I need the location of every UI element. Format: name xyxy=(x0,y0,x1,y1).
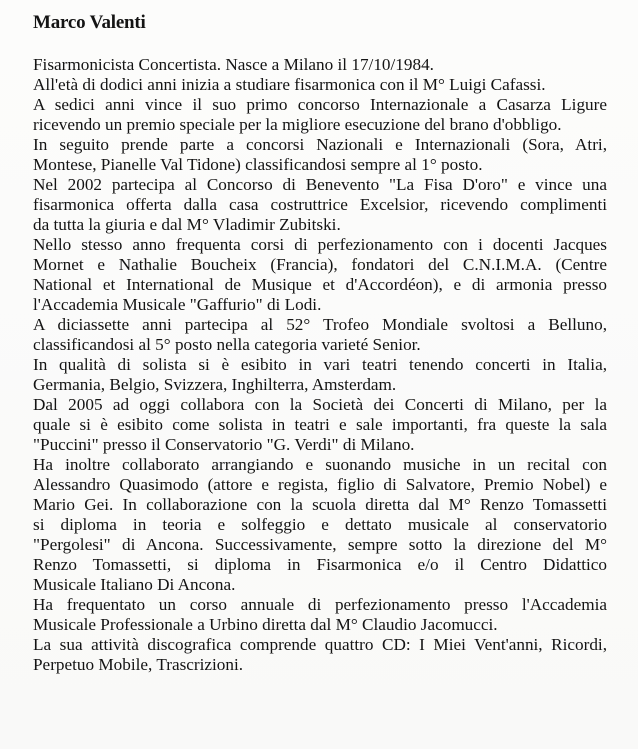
text-line: Musicale Professionale a Urbino diretta dal M° Claudio Jacomucci. xyxy=(33,615,498,634)
text-line: A diciassette anni partecipa al 52° Trofeo Mondiale svoltosi a Belluno, xyxy=(33,315,607,334)
paragraph xyxy=(33,395,607,455)
text-line: "Puccini" presso il Conservatorio "G. Verdi" di Milano. xyxy=(33,435,415,454)
text-line: All'età di dodici anni inizia a studiare fisarmonica con il M° Luigi Cafassi. xyxy=(33,75,546,94)
paragraph xyxy=(33,235,607,315)
text-line: classificandosi al 5° posto nella categoria varieté Senior. xyxy=(33,335,421,354)
text-line: Ha inoltre collaborato arrangiando e suonando musiche in un recital con xyxy=(33,455,607,474)
paragraph xyxy=(33,95,607,135)
text-line: Musicale Italiano Di Ancona. xyxy=(33,575,236,594)
text-line: Ha frequentato un corso annuale di perfezionamento presso l'Accademia xyxy=(33,595,607,614)
text-line: Mario Gei. In collaborazione con la scuola diretta dal M° Renzo Tomassetti xyxy=(33,495,607,514)
paragraph xyxy=(33,55,607,75)
paragraph xyxy=(33,595,607,635)
text-line: si diploma in teoria e solfeggio e dettato musicale al conservatorio xyxy=(33,515,607,534)
text-line: "Pergolesi" di Ancona. Successivamente, sempre sotto la direzione del M° xyxy=(33,535,607,554)
text-line: A sedici anni vince il suo primo concorso Internazionale a Casarza Ligure xyxy=(33,95,607,114)
text-line: National et International de Musique et d'Accordéon), e di armonia presso xyxy=(33,275,607,294)
text-line: Nel 2002 partecipa al Concorso di Benevento "La Fisa D'oro" e vince una xyxy=(33,175,607,194)
paragraph xyxy=(33,355,607,395)
text-line: Fisarmonicista Concertista. Nasce a Milano il 17/10/1984. xyxy=(33,55,434,74)
text-line: Perpetuo Mobile, Trascrizioni. xyxy=(33,655,244,674)
text-line: Dal 2005 ad oggi collabora con la Società dei Concerti di Milano, per la xyxy=(33,395,607,414)
paragraph xyxy=(33,75,607,95)
paragraph xyxy=(33,635,607,675)
paragraph xyxy=(33,135,607,175)
text-line: da tutta la giuria e dal M° Vladimir Zubitski. xyxy=(33,215,341,234)
text-line: Alessandro Quasimodo (attore e regista, figlio di Salvatore, Premio Nobel) e xyxy=(33,475,607,494)
document-body xyxy=(33,55,607,675)
text-line: Mornet e Nathalie Boucheix (Francia), fondatori del C.N.I.M.A. (Centre xyxy=(33,255,607,274)
text-line: Nello stesso anno frequenta corsi di perfezionamento con i docenti Jacques xyxy=(33,235,607,254)
paragraph xyxy=(33,175,607,235)
paragraph xyxy=(33,315,607,355)
text-line: l'Accademia Musicale "Gaffurio" di Lodi. xyxy=(33,295,322,314)
text-line: ricevendo un premio speciale per la migliore esecuzione del brano d'obbligo. xyxy=(33,115,562,134)
text-line: Germania, Belgio, Svizzera, Inghilterra, Amsterdam. xyxy=(33,375,397,394)
document-title: Marco Valenti xyxy=(33,12,146,33)
text-line: quale si è esibito come solista in teatri e sale importanti, fra queste la sala xyxy=(33,415,607,434)
text-line: La sua attività discografica comprende quattro CD: I Miei Vent'anni, Ricordi, xyxy=(33,635,607,654)
text-line: Montese, Pianelle Val Tidone) classificandosi sempre al 1° posto. xyxy=(33,155,483,174)
text-line: In qualità di solista si è esibito in vari teatri tenendo concerti in Italia, xyxy=(33,355,607,374)
text-line: Renzo Tomassetti, si diploma in Fisarmonica e/o il Centro Didattico xyxy=(33,555,607,574)
text-line: In seguito prende parte a concorsi Nazionali e Internazionali (Sora, Atri, xyxy=(33,135,607,154)
text-line: fisarmonica offerta dalla casa costruttrice Excelsior, ricevendo complimenti xyxy=(33,195,607,214)
paragraph xyxy=(33,455,607,595)
